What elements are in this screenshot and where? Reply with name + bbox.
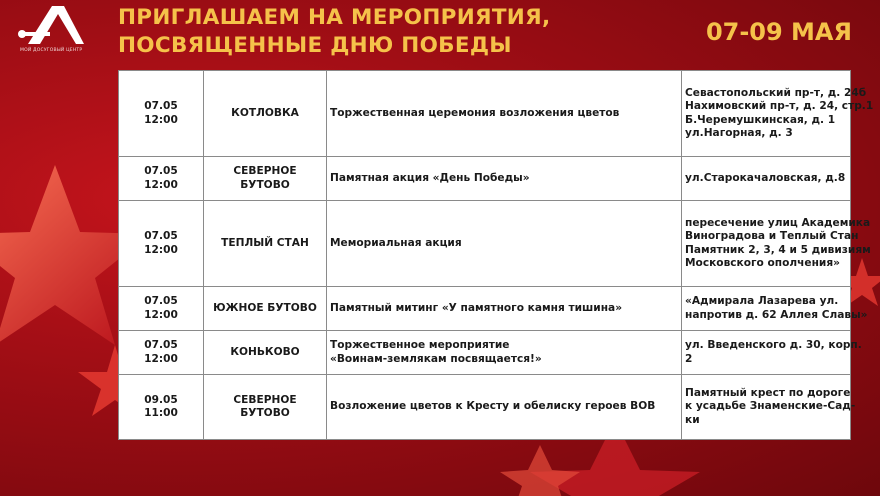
event-address (682, 71, 874, 157)
event-title (327, 331, 682, 375)
event-datetime (119, 157, 204, 201)
event-date: 07.05 (144, 339, 178, 352)
event-address-line: ул.Старокачаловская, д.8 (685, 171, 846, 184)
event-address-line: «Адмирала Лазарева ул. (685, 295, 839, 308)
page-title-line: ПРИГЛАШАЕМ НА МЕРОПРИЯТИЯ, (118, 5, 551, 30)
event-title-line: «Воинам-землякам посвящается!» (330, 352, 542, 365)
event-district: СЕВЕРНОЕ БУТОВО (204, 157, 327, 201)
table-row (119, 374, 851, 439)
event-address-line: ул. Введенского д. 30, корп. (685, 339, 862, 352)
event-title-line: Памятный митинг «У памятного камня тишина» (330, 301, 623, 314)
table-row (119, 331, 851, 375)
event-time: 12:00 (144, 178, 178, 191)
event-datetime (119, 201, 204, 287)
event-title (327, 71, 682, 157)
event-title (327, 287, 682, 331)
event-district: ЮЖНОЕ БУТОВО (204, 287, 327, 331)
logo-caption: МОЙ ДОСУГОВЫЙ ЦЕНТР (20, 48, 83, 53)
event-address-line: пересечение улиц Академика (685, 216, 871, 229)
event-address-line: Нахимовский пр-т, д. 24, стр.1 (685, 100, 874, 113)
event-time: 11:00 (144, 406, 178, 419)
page-title-line: ПОСВЯЩЕННЫЕ ДНЮ ПОБЕДЫ (118, 33, 512, 58)
event-address-line: Московского ополчения» (685, 257, 841, 270)
event-address (682, 331, 862, 375)
event-title-line: Памятная акция «День Победы» (330, 171, 530, 184)
event-address-line: Виноградова и Теплый Стан (685, 230, 859, 243)
event-title (327, 201, 682, 287)
event-date: 07.05 (144, 100, 178, 113)
event-date: 07.05 (144, 295, 178, 308)
event-address-line: Памятник 2, 3, 4 и 5 дивизиям (685, 243, 871, 256)
event-datetime (119, 331, 204, 375)
event-address-line: к усадьбе Знаменские-Сад- (685, 400, 856, 413)
event-district: КОТЛОВКА (204, 71, 327, 157)
page-title (118, 4, 638, 60)
event-address-line: ки (685, 413, 700, 426)
event-address-line: ул.Нагорная, д. 3 (685, 126, 793, 139)
event-datetime (119, 287, 204, 331)
event-time: 12:00 (144, 308, 178, 321)
event-datetime (119, 374, 204, 439)
event-title-line: Торжественная церемония возложения цветов (330, 106, 620, 119)
table-row (119, 201, 851, 287)
event-address (682, 201, 871, 287)
date-range: 07-09 МАЯ (705, 18, 852, 46)
event-address-line: Севастопольский пр-т, д. 24б (685, 86, 867, 99)
event-time: 12:00 (144, 352, 178, 365)
table-row (119, 71, 851, 157)
logo-a-icon (14, 2, 98, 64)
event-datetime (119, 71, 204, 157)
event-title (327, 374, 682, 439)
event-address (682, 374, 856, 439)
events-table (118, 70, 874, 440)
event-date: 09.05 (144, 393, 178, 406)
event-title-line: Возложение цветов к Кресту и обелиску героев ВОВ (330, 400, 656, 413)
event-title-line: Торжественное мероприятие (330, 339, 510, 352)
event-date: 07.05 (144, 165, 178, 178)
event-district: КОНЬКОВО (204, 331, 327, 375)
event-address-line: Памятный крест по дороге (685, 386, 851, 399)
event-district: ТЕПЛЫЙ СТАН (204, 201, 327, 287)
event-title-line: Мемориальная акция (330, 236, 462, 249)
event-title (327, 157, 682, 201)
event-district: СЕВЕРНОЕ БУТОВО (204, 374, 327, 439)
event-time: 12:00 (144, 243, 178, 256)
event-address-line: напротив д. 62 Аллея Славы» (685, 308, 868, 321)
event-address-line: Б.Черемушкинская, д. 1 (685, 113, 836, 126)
event-date: 07.05 (144, 230, 178, 243)
table-row (119, 157, 851, 201)
table-row (119, 287, 851, 331)
event-address-line: 2 (685, 352, 693, 365)
event-address (682, 287, 868, 331)
event-address (682, 157, 851, 201)
event-time: 12:00 (144, 113, 178, 126)
